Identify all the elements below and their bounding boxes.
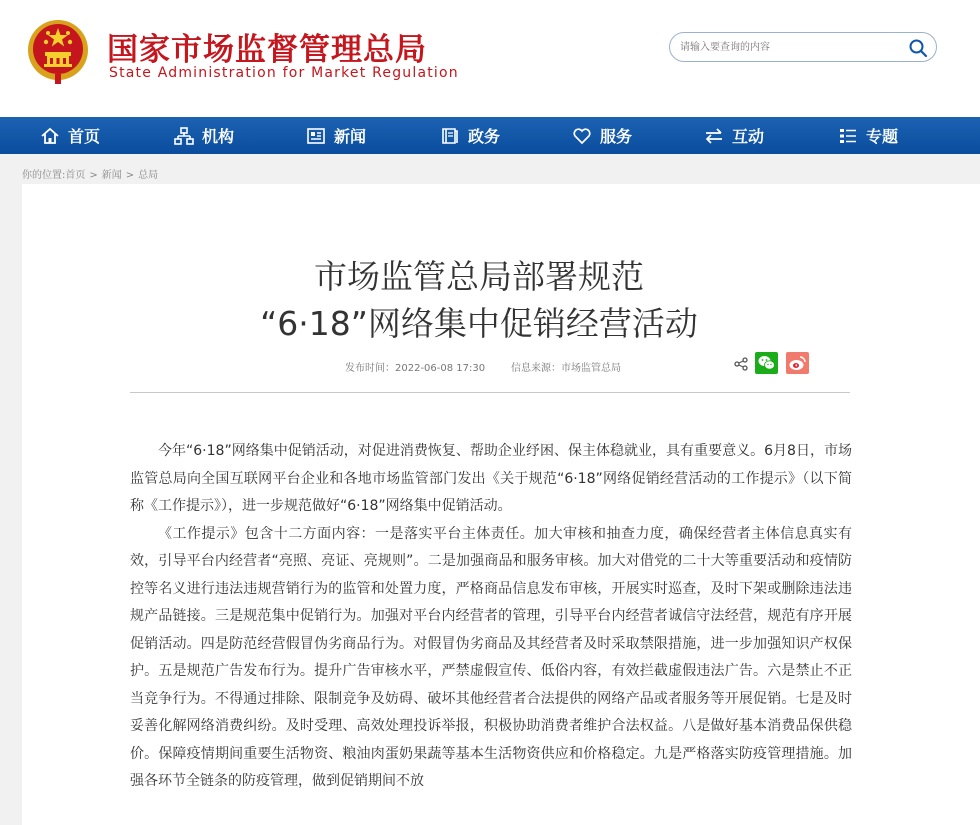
search-box [669,32,937,62]
site-header [0,0,980,117]
site-title-english: State Administration for Market Regulation [109,65,459,81]
heart-icon [572,126,592,146]
article-title-line1: 市场监管总局部署规范 [314,257,644,296]
breadcrumb [22,166,162,181]
breadcrumb-link-headquarters[interactable]: 总局 [138,170,159,181]
news-icon [306,126,326,146]
article-paragraph: 今年“6·18”网络集中促销活动，对促进消费恢复、帮助企业纾困、保主体稳就业，具有重要意义。6月8日，市场监管总局向全国互联网平台企业和各地市场监管部门发出《关于规范“6·18”网络促销经营活动的工作提示》（以下简称《工作提示》），进一步规范做好“6·18”网络集中促销活动。 [130,443,852,514]
nav-item-news[interactable] [306,117,366,154]
national-emblem-logo[interactable] [26,18,90,86]
nav-item-government[interactable] [440,117,500,154]
nav-label: 专题 [866,127,899,146]
nav-item-interaction[interactable] [704,117,764,154]
nav-label: 机构 [202,127,235,146]
search-icon[interactable] [908,38,928,58]
breadcrumb-link-home[interactable]: 首页 [65,170,86,181]
wechat-icon[interactable] [755,352,778,374]
nav-item-organization[interactable] [174,117,234,154]
title-divider [130,392,850,393]
site-title-chinese: 国家市场监督管理总局 [107,32,427,68]
search-input[interactable] [680,38,900,56]
nav-label: 新闻 [334,127,367,146]
breadcrumb-separator: > [89,170,98,181]
breadcrumb-separator: > [125,170,135,181]
weibo-icon[interactable] [786,352,809,374]
nav-item-topics[interactable] [838,117,898,154]
grid-list-icon [838,126,858,146]
breadcrumb-link-news[interactable]: 新闻 [101,170,122,181]
main-nav [0,117,980,154]
nav-label: 服务 [600,127,633,146]
exchange-arrows-icon [704,126,724,146]
nav-label: 政务 [468,127,501,146]
nav-item-service[interactable] [572,117,632,154]
article-body [130,438,852,796]
book-icon [440,126,460,146]
info-source: 信息来源：市场监管总局 [511,363,621,374]
share-icon[interactable] [734,357,748,371]
breadcrumb-prefix: 你的位置: [22,170,66,181]
nav-label: 互动 [732,127,765,146]
nav-label: 首页 [68,127,101,146]
nav-item-home[interactable] [40,117,100,154]
org-chart-icon [174,126,194,146]
home-icon [40,126,60,146]
publish-time: 发布时间：2022-06-08 17:30 [345,363,486,374]
article-paragraph: 《工作提示》包含十二方面内容：一是落实平台主体责任。加大审核和抽查力度，确保经营者主体信息真实有效，引导平台内经营者“亮照、亮证、亮规则”。二是加强商品和服务审核。加大对借党的二十大等重要活动和疫情防控等名义进行违法违规营销行为的监管和处置力度，严格商品信息发布审核，开展实时巡查，及时下架或删除违法违规产品链接。三是规范集中促销行为。加强对平台内经营者的管理，引导平台内经营者诚信守法经营，规范有序开展促销活动。四是防范经营假冒伪劣商品行为。对假冒伪劣商品及其经营者及时采取禁限措施，进一步加强知识产权保护。五是规范广告发布行为。提升广告审核水平，严禁虚假宣传、低俗内容，有效拦截虚假违法广告。六是禁止不正当竞争行为。不得通过排除、限制竞争及妨碍、破坏其他经营者合法提供的网络产品或者服务等开展促销。七是及时妥善化解网络消费纠纷。及时受理、高效处理投诉举报，积极协助消费者维护合法权益。八是做好基本消费品保供稳价。保障疫情期间重要生活物资、粮油肉蛋奶果蔬等基本生活物资供应和价格稳定。九是严格落实防疫管理措施。加强各环节全链条的防疫管理，做到促销期间不放 [130,525,852,789]
article-title-line2: “6·18”网络集中促销经营活动 [260,304,698,343]
